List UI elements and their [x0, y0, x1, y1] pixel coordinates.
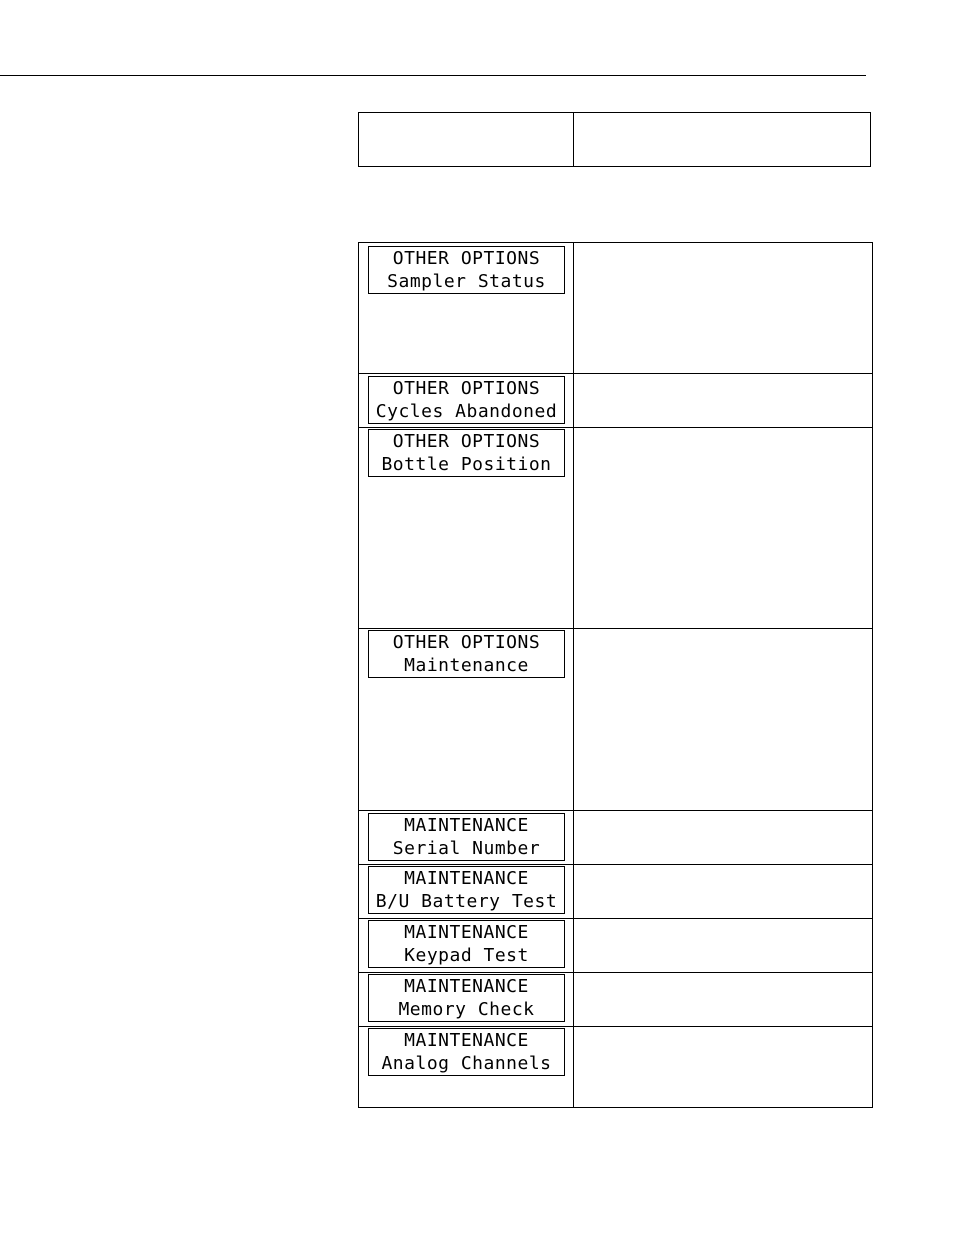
- lcd-display-bottle-position: [368, 429, 565, 477]
- lcd-display-serial-number: [368, 813, 565, 861]
- lcd-line-2: Sampler Status: [387, 271, 546, 292]
- lcd-line-1: OTHER OPTIONS: [392, 378, 541, 399]
- row-separator: [359, 1026, 872, 1027]
- lcd-display-maintenance: [368, 630, 565, 678]
- lcd-display-sampler-status: [368, 246, 565, 294]
- lcd-display-cycles-abandoned: [368, 376, 565, 424]
- lcd-line-2: B/U Battery Test: [375, 891, 558, 912]
- row-separator: [359, 918, 872, 919]
- lcd-line-1: MAINTENANCE: [404, 922, 529, 943]
- lcd-display-battery-test: [368, 866, 565, 914]
- lcd-line-1: OTHER OPTIONS: [392, 431, 541, 452]
- header-rule: [0, 75, 866, 76]
- lcd-line-2: Maintenance: [404, 655, 529, 676]
- lcd-display-memory-check: [368, 974, 565, 1022]
- lcd-line-2: Serial Number: [392, 838, 541, 859]
- row-separator: [359, 972, 872, 973]
- lcd-line-2: Bottle Position: [381, 454, 552, 475]
- lcd-line-1: OTHER OPTIONS: [392, 248, 541, 269]
- row-separator: [359, 373, 872, 374]
- lcd-line-1: OTHER OPTIONS: [392, 632, 541, 653]
- row-separator: [359, 427, 872, 428]
- lcd-line-2: Memory Check: [398, 999, 535, 1020]
- header-table: [358, 112, 871, 167]
- lcd-line-2: Analog Channels: [381, 1053, 552, 1074]
- row-separator: [359, 864, 872, 865]
- lcd-display-keypad-test: [368, 920, 565, 968]
- row-separator: [359, 810, 872, 811]
- lcd-display-analog-channels: [368, 1028, 565, 1076]
- lcd-line-1: MAINTENANCE: [404, 976, 529, 997]
- row-separator: [359, 628, 872, 629]
- lcd-line-2: Cycles Abandoned: [375, 401, 558, 422]
- lcd-line-1: MAINTENANCE: [404, 1030, 529, 1051]
- lcd-line-2: Keypad Test: [404, 945, 529, 966]
- menu-table: [358, 242, 873, 1108]
- lcd-line-1: MAINTENANCE: [404, 868, 529, 889]
- header-table-divider: [573, 113, 574, 166]
- lcd-line-1: MAINTENANCE: [404, 815, 529, 836]
